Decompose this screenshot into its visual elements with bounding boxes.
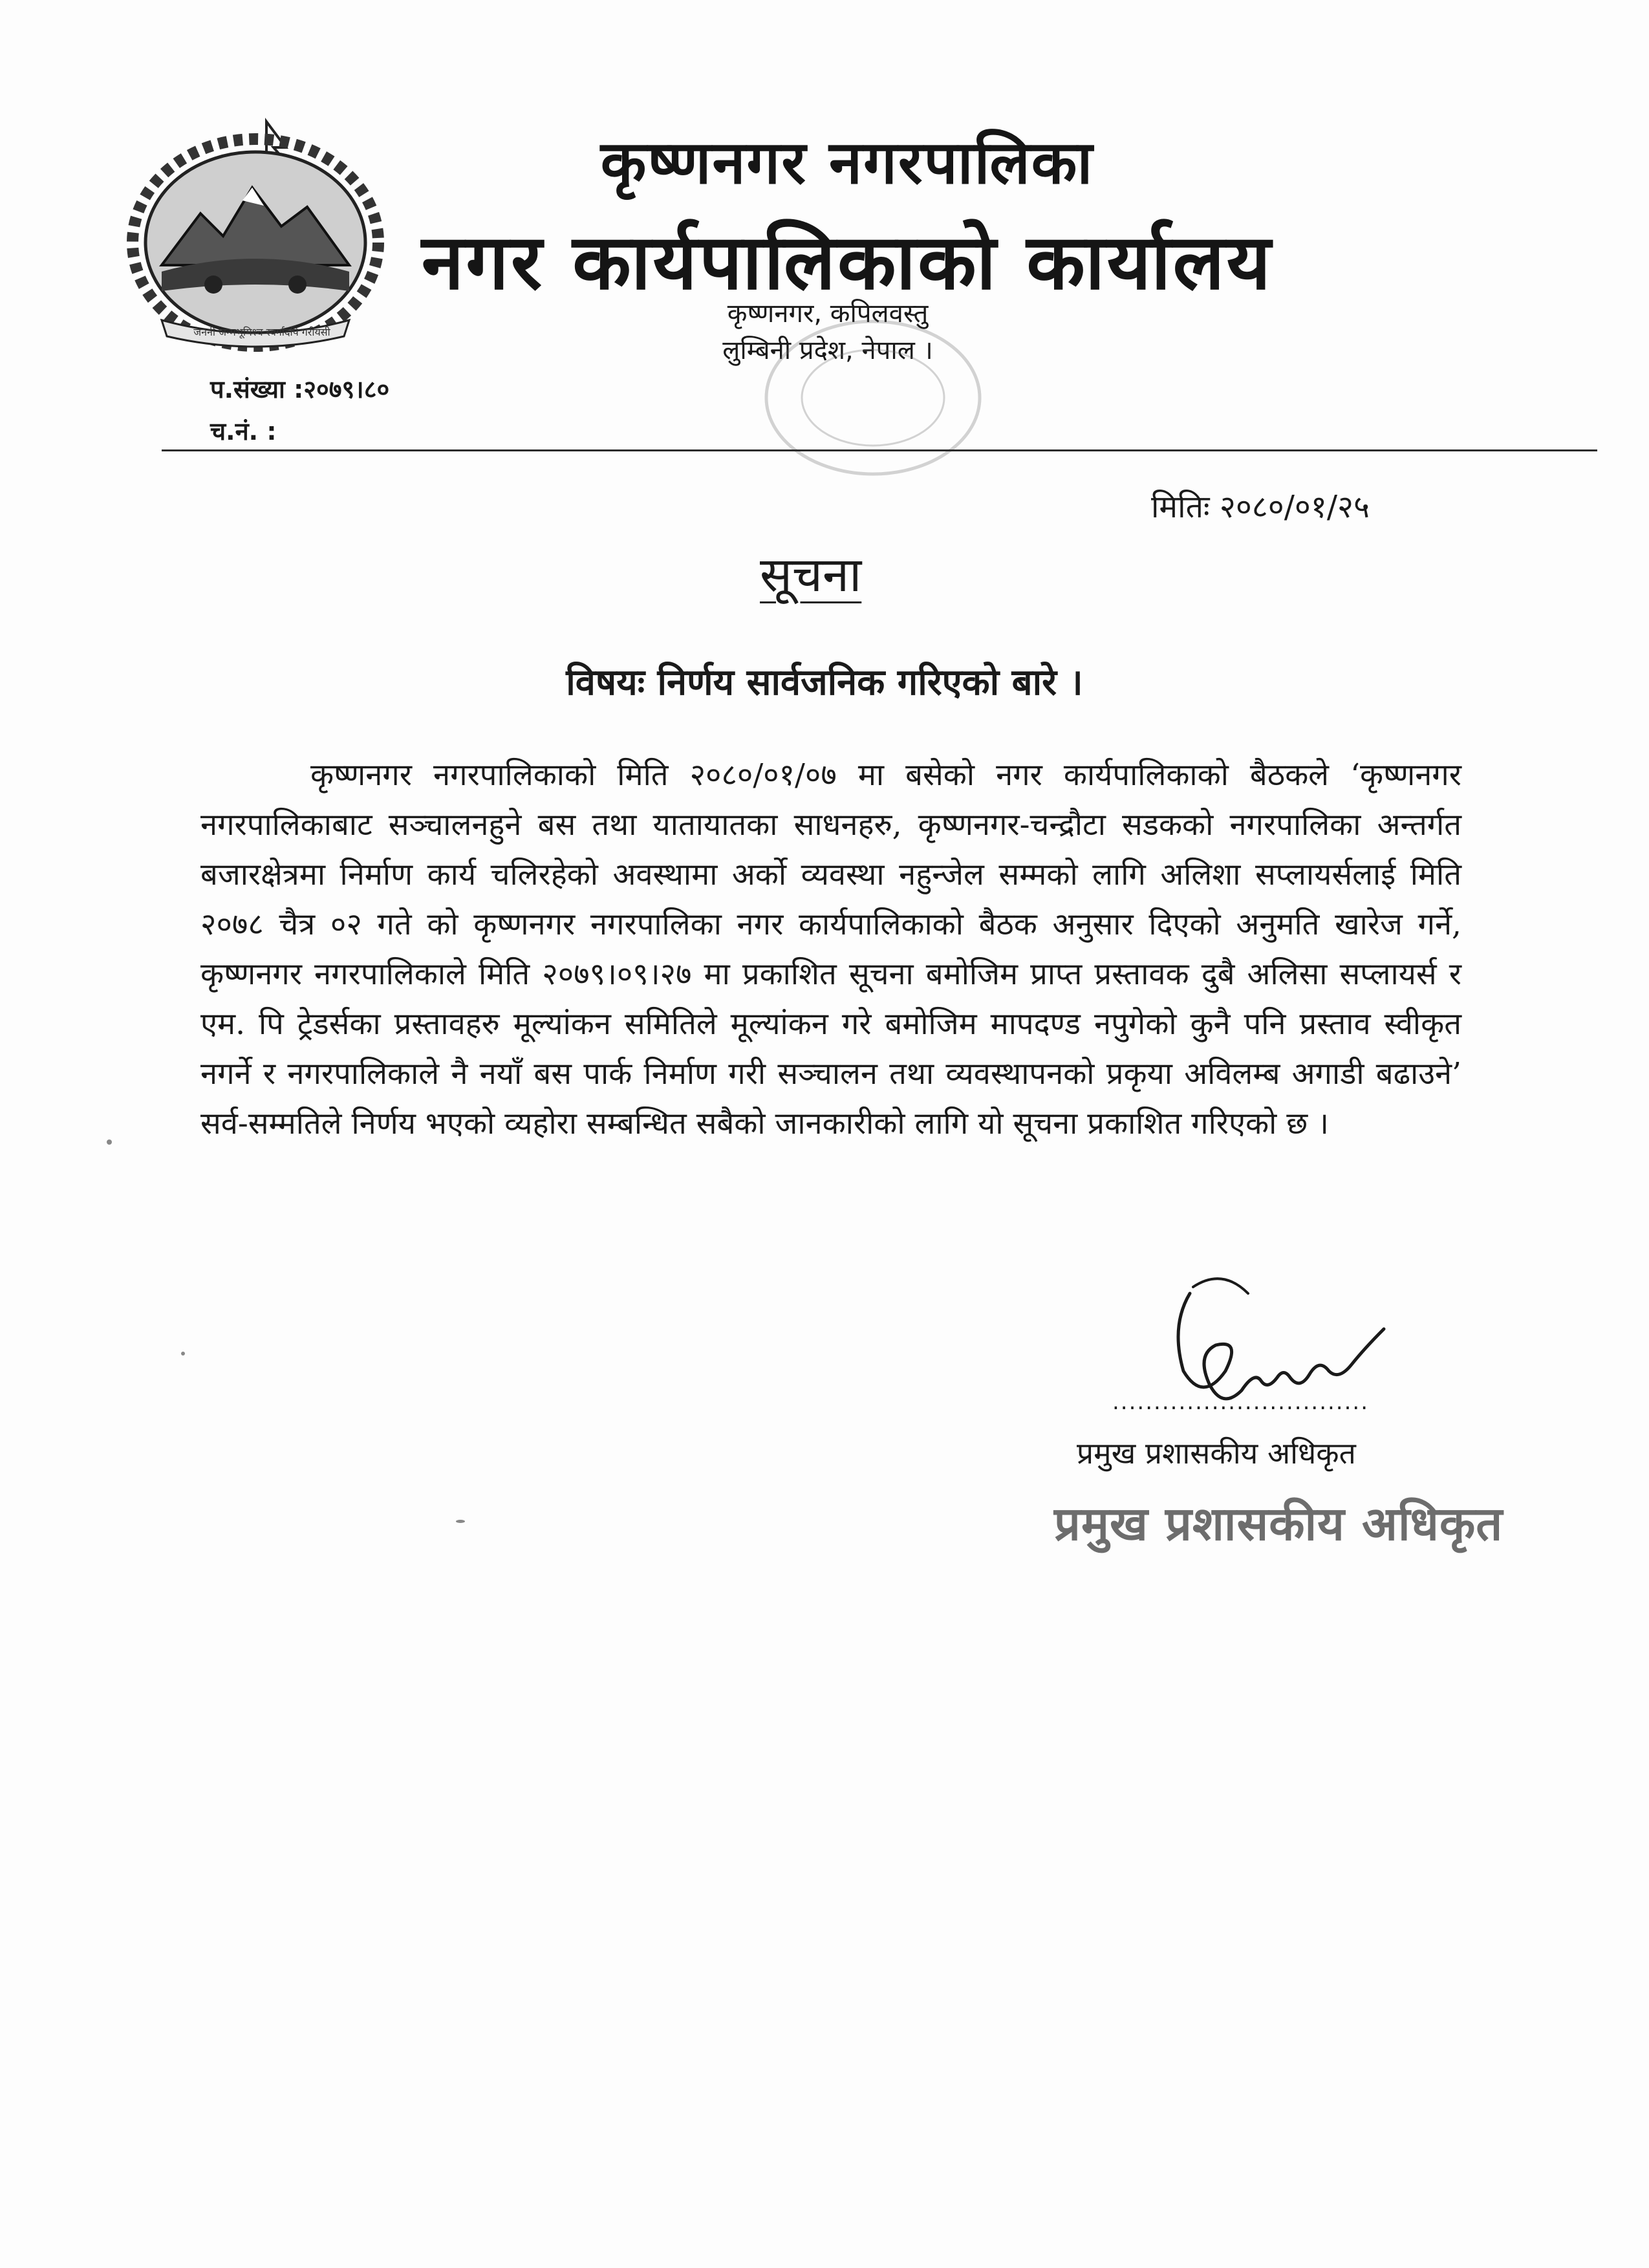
dispatch-value: : [266,417,277,446]
notice-title: सूचना [760,547,862,603]
scan-speck [107,1139,112,1145]
office-stamp-icon [757,314,989,482]
dispatch-label: च.नं. [210,417,259,446]
header-divider [162,449,1597,451]
reference-value: :२०७९।८० [294,375,390,404]
notice-date: मितिः २०८०/०१/२५ [1151,489,1370,525]
signature-line: ............................... [1112,1389,1370,1415]
notice-subject: विषयः निर्णय सार्वजनिक गरिएको बारे । [566,662,1083,704]
signatory-title: प्रमुख प्रशासकीय अधिकृत [1077,1436,1356,1471]
address-line-2: लुम्बिनी प्रदेश, नेपाल । [722,336,933,365]
scan-speck [181,1352,185,1355]
notice-body: कृष्णनगर नगरपालिकाको मिति २०८०/०१/०७ मा बसेको नगर कार्यपालिकाको बैठकले ‘कृष्णनगर नगरपालिकाबाट सञ्चालनहुने बस तथा यातायातका साधनहरु, कृष्णनगर-चन्द्रौटा सडकको नगरपालिका अन्तर्गत बजारक्षेत्रमा निर्माण कार्य चलिरहेको अवस्थामा अर्को व्यवस्था नहुन्जेल सम्मको लागि अलिशा सप्लायर्सलाई मिति २०७८ चैत्र ०२ गते को कृष्णनगर नगरपालिका नगर कार्यपालिकाको बैठक अनुसार दिएको अनुमति खारेज गर्ने, कृष्णनगर नगरपालिकाले मिति २०७९।०९।२७ मा प्रकाशित सूचना बमोजिम प्राप्त प्रस्तावक दुबै अलिसा सप्लायर्स र एम. पि ट्रेडर्सका प्रस्तावहरु मूल्यांकन समितिले मूल्यांकन गरे बमोजिम मापदण्ड नपुगेको कुनै पनि प्रस्ताव स्वीकृत नगर्ने र नगरपालिकाले नै नयाँ बस पार्क निर्माण गरी सञ्चालन तथा व्यवस्थापनको प्रकृया अविलम्ब अगाडी बढाउने’ सर्व-सम्मतिले निर्णय भएको व्यहोरा सम्बन्धित सबैको जानकारीको लागि यो सूचना प्रकाशित गरिएको छ । [200,757,1461,1141]
municipality-name: कृष्णनगर नगरपालिका [600,128,1094,197]
office-name: नगर कार्यपालिकाको कार्यालय [421,217,1273,307]
address-line-1: कृष्णनगर, कपिलवस्तु [727,299,929,329]
reference-number [210,372,389,405]
nepal-national-emblem-icon [116,116,394,356]
scan-speck [456,1520,465,1523]
signatory-stamp: प्रमुख प्रशासकीय अधिकृत [1054,1496,1503,1551]
reference-label: प.संख्या [210,375,285,404]
dispatch-number [210,414,277,448]
emblem-motto: जननी जन्मभूमिश्च स्वर्गादपि गरीयसी [193,326,330,338]
